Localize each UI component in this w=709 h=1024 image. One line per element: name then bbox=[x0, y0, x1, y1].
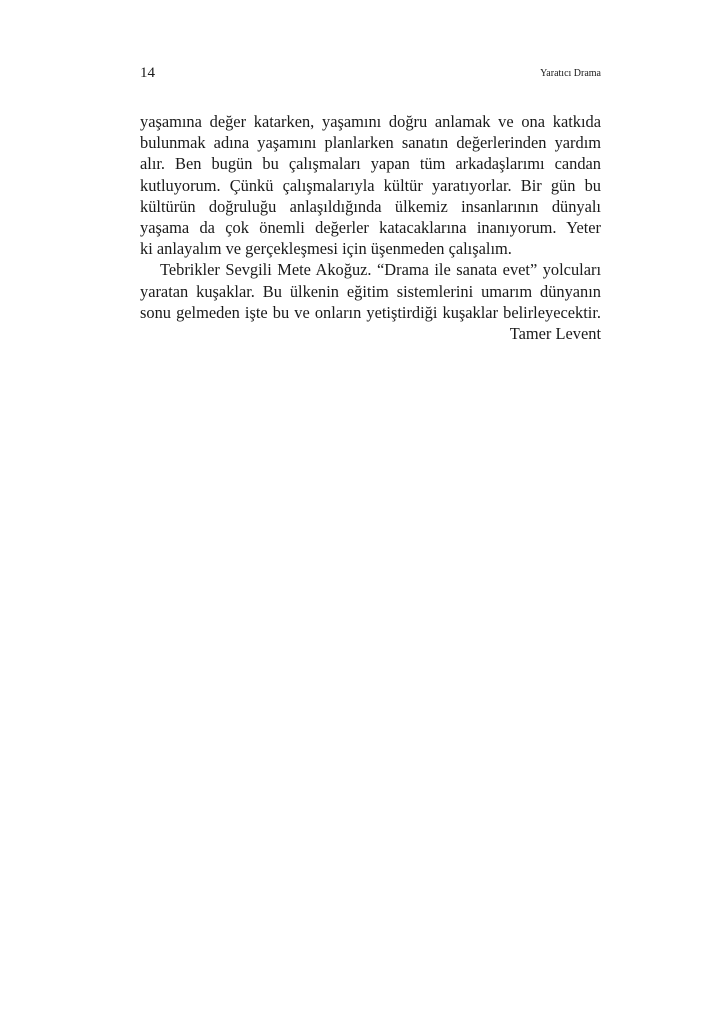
text-line: yaşama da çok önemli değerler katacaklarına inanıyorum. Yeter bbox=[140, 218, 601, 238]
text-line: yaşamına değer katarken, yaşamını doğru anlamak ve ona katkıda bbox=[140, 112, 601, 131]
page-header bbox=[140, 64, 601, 84]
paragraph-1 bbox=[140, 111, 601, 259]
text-line: kutluyorum. Çünkü çalışmalarıyla kültür yaratıyorlar. Bir gün bu bbox=[140, 175, 601, 195]
text-line: ki anlayalım ve gerçekleşmesi için üşenmeden çalışalım. bbox=[140, 239, 512, 259]
body-text bbox=[140, 111, 601, 344]
text-line: sonu gelmeden işte bu ve onların yetiştirdiği kuşaklar belirleyecektir. bbox=[140, 302, 601, 322]
paragraph-2 bbox=[140, 259, 601, 323]
running-head: Yaratıcı Drama bbox=[540, 68, 601, 79]
text-line: bulunmak adına yaşamını planlarken sanatın değerlerinden yardım bbox=[140, 133, 601, 153]
signature: Tamer Levent bbox=[509, 324, 601, 344]
text-line: alır. Ben bugün bu çalışmaları yapan tüm arkadaşlarımı candan bbox=[140, 154, 601, 174]
text-line: Tebrikler Sevgili Mete Akoğuz. “Drama ile sanata evet” yolcuları bbox=[160, 260, 601, 280]
text-line: kültürün doğruluğu anlaşıldığında ülkemiz insanlarının dünyalı bbox=[140, 196, 601, 216]
page-number: 14 bbox=[140, 65, 155, 81]
text-line: yaratan kuşaklar. Bu ülkenin eğitim sistemlerini umarım dünyanın bbox=[140, 281, 601, 301]
